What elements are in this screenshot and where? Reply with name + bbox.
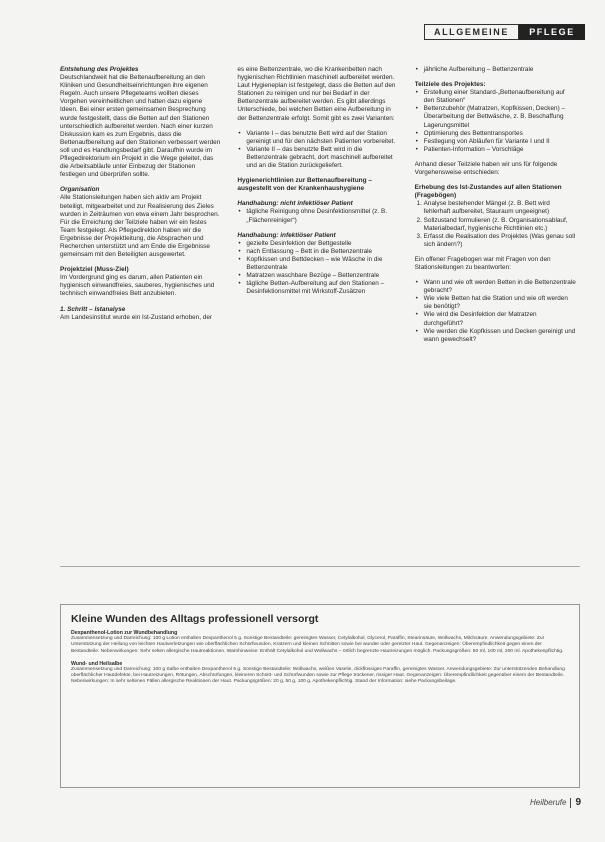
page-footer (530, 797, 581, 808)
heading-nicht-infektioes: Handhabung: nicht infektiöser Patient (237, 200, 353, 208)
list-item: • tägliche Reinigung ohne Desinfektionsmittel (z. B. „Flächenreiniger“) (246, 208, 398, 224)
list-erhebung (415, 200, 576, 249)
list-item: • Variante II – das benutzte Bett wird in die Bettenzentrale gebracht, dort maschinell aufbereitet und an die Station zurückgeliefert. (246, 146, 398, 170)
list-item: • Wann und wie oft werden Betten in die Bettenzentrale gebracht? (424, 279, 576, 295)
list-item: • Wie werden die Kopfkissen und Decken gereinigt und wann gewechselt? (424, 328, 576, 344)
list-item: • nach Entlassung – Bett in die Bettenzentrale (246, 248, 398, 256)
section-tag (424, 24, 585, 40)
paragraph-anhand: Anhand dieser Teilziele haben wir uns für folgende Vorgehensweise entschieden: (414, 160, 558, 177)
list-teilziele (415, 89, 576, 154)
heading-organisation: Organisation (60, 186, 100, 194)
heading-schritt: 1. Schritt – Istanalyse (60, 305, 126, 313)
column-2 (237, 66, 398, 556)
heading-teilziele: Teilziele des Projektes: (414, 81, 486, 89)
ad-text-2: Zusammensetzung und Darreichung: 100 g Salbe enthalten Dexpanthenol 5 g. Sonstige Bestandteile: Wollwachs, weißes Vaselin, dickflüssiges Paraffin, gereinigtes Wasser. Anwendungsgebiete: Zur unterstützenden Behandlung oberflächlicher Hautdefekte, bei Hautreizungen, Rötungen, Abschürfungen, kleineren Schnitt- und Schürfwunden sowie zur Pflege trockener, rissiger Haut. Gegenanzeigen: Überempfindlichkeit gegenüber einem der Bestandteile. Nebenwirkungen: In sehr seltenen Fällen allergische Reaktionen der Haut. Packungsgrößen: 20 g, 50 g, 100 g. Apothekenpflichtig. Stand der Information: siehe Packungsbeilage. (71, 666, 565, 685)
paragraph-intro: es eine Bettenzentrale, wo die Krankenbetten nach hygienischen Richtlinien maschinell aufbereitet werden. Laut Hygieneplan ist festgelegt, dass die Betten auf den Stationen zu reinigen und nur bei Bedarf in der Bettenzentrale aufbereitet werden. Es gibt allerdings Unterschiede, bei welchen Betten eine Aufbereitung in der Bettenzentrale erfolgt. Somit gibt es zwei Varianten: (237, 66, 396, 122)
paragraph-projektziel: Im Vordergrund ging es darum, allen Patienten ein hygienisch einwandfreies, sauberes, hygienisches und technisch einwandfreies Bett anzubieten. (60, 274, 215, 298)
list-item: • Wie wird die Desinfektion der Matratzen durchgeführt? (424, 311, 576, 327)
list-item: • Bettenzubehör (Matratzen, Kopfkissen, Decken) – Überarbeitung der Bettwäsche, z. B. Beschaffung Lagerungsmittel (424, 105, 576, 129)
ad-subheading-2: Wund- und Heilsalbe (71, 660, 123, 667)
ad-subheading-1: Dexpanthenol-Lotion zur Wundbehandlung (71, 630, 178, 636)
heading-infektioes: Handhabung: infektiöser Patient (237, 231, 336, 239)
heading-entstehung: Entstehung des Projektes (60, 66, 139, 73)
paragraph-organisation: Alle Stationsleitungen haben sich aktiv am Projekt beteiligt, mitgearbeitet und zur Realisierung des Zieles wurden in Zeiträumen von etwa einem Jahr besprochen. Für die Erreichung der Teilziele haben wir ein festes Team festgelegt. Als Pflegedirektion haben wir die Ergebnisse der Projektleitung, die Absprachen und Recherchen unterstützt und am Ende die Ergebnisse gemeinsam mit den Beteiligten ausgewertet. (60, 194, 220, 259)
list-fragen (415, 279, 576, 344)
list-item: • Erstellung einer Standard-„Bettenaufbereitung auf den Stationen“ (424, 89, 576, 105)
journal-name: Heilberufe (530, 798, 567, 807)
divider (60, 566, 580, 567)
column-3 (415, 66, 576, 556)
ad-title: Kleine Wunden des Alltags professionell versorgt (71, 613, 319, 625)
list-item: • Festlegung von Abläufen für Variante I und II (424, 138, 576, 146)
list-item: • jährliche Aufbereitung – Bettenzentrale (424, 66, 576, 74)
list-item: • Wie viele Betten hat die Station und wie oft werden sie benötigt? (424, 295, 576, 311)
page-number: 9 (575, 797, 582, 808)
list-item: • Patienten-Information – Vorschläge (424, 146, 576, 154)
list-item: 3. Erfasst die Realisation des Projektes (Was genau soll sich ändern?) (424, 233, 576, 249)
ad-box (60, 604, 580, 788)
article-columns (60, 66, 576, 556)
list-item: • Matratzen waschbare Bezüge – Bettenzentrale (246, 272, 398, 280)
list-item: • Optimierung des Bettentransportes (424, 130, 576, 138)
paragraph-fragebogen: Ein offener Fragebogen war mit Fragen von den Stationsleitungen zu beantworten: (414, 255, 551, 271)
list-infektioes (237, 240, 398, 297)
heading-hygiene: Hygienerichtlinien zur Bettenaufbereitung – ausgestellt von der Krankenhaushygiene (237, 177, 373, 193)
section-tag-right: PFLEGE (519, 24, 585, 40)
variant-list (237, 130, 398, 170)
list-item: • Kopfkissen und Bettdecken – wie Wäsche in die Bettenzentrale (246, 256, 398, 272)
footer-divider (570, 798, 571, 808)
list-item: 2. Sollzustand formulieren (z. B. Organisationsablauf, Materialbedarf, hygienische Richtlinien etc.) (424, 217, 576, 233)
list-nicht-infektioes (237, 208, 398, 224)
paragraph-entstehung: Deutschlandweit hat die Bettenaufbereitung an den Kliniken und Gesundheitseinrichtungen ihre eigenen Regeln. Auch unsere Pflegeteams wollten dieses Vorgehen vereinheitlichen und hatten dazu eigene Ideen. Bei einer ersten gemeinsamen Besprechung wurde festgestellt, dass die Betten auf den Stationen unterschiedlich aufbereitet werden. Nach einer kurzen Diskussion kam es zum Ergebnis, dass die Bettenaufbereitung auf den Stationen verbessert werden soll und es Handlungsbedarf gibt. Daraufhin wurde im Pflegedirektorium ein Projekt in die Wege geleitet, das die Arbeitsabläufe unter Einbezug der Stationen festlegen und überprüfen sollte. (60, 74, 221, 179)
ad-text-1: Zusammensetzung und Darreichung: 100 g Lotion enthalten Dexpanthenol 5 g. Sonstige Bestandteile: gereinigtes Wasser, Cetylalkohol, Glycerol, Paraffin, Stearinsäure, Wollwachs, Milchsäure. Anwendungsgebiete: Zur Unterstützung der Heilung von leichten Hautverletzungen wie oberflächlichen Schürfwunden, Kratzern und kleinen Schnitten sowie bei wunder oder gereizter Haut. Gegenanzeigen: Überempfindlichkeit gegen einen der Bestandteile. Nebenwirkungen: Sehr selten allergische Hautreaktionen. Warnhinweise: Enthält Cetylalkohol und Wollwachs – örtlich begrenzte Hautreizungen möglich. Packungsgrößen: 50 ml, 100 ml, 200 ml. Apothekenpflichtig. (71, 636, 564, 654)
list-item: • Variante I – das benutzte Bett wird auf der Station gereinigt und für den nächsten Patienten vorbereitet. (246, 130, 398, 146)
section-tag-left: ALLGEMEINE (424, 24, 519, 40)
list-item: • gezielte Desinfektion der Bettgestelle (246, 240, 398, 248)
paragraph-schritt: Am Landesinstitut wurde ein Ist-Zustand erhoben, der (60, 313, 213, 321)
list-item: 1. Analyse bestehender Mängel (z. B. Bett wird fehlerhaft aufbereitet, Stauraum ungeeignet) (424, 200, 576, 216)
heading-projektziel: Projektziel (Muss-Ziel) (60, 266, 129, 274)
list-item: • tägliche Betten-Aufbereitung auf den Stationen – Desinfektionsmittel mit Wirkstoff-Zusätzen (246, 280, 398, 296)
list-top (415, 66, 576, 74)
column-1 (60, 66, 221, 556)
heading-erhebung: Erhebung des Ist-Zustandes auf allen Stationen (Fragebögen) (414, 184, 562, 200)
